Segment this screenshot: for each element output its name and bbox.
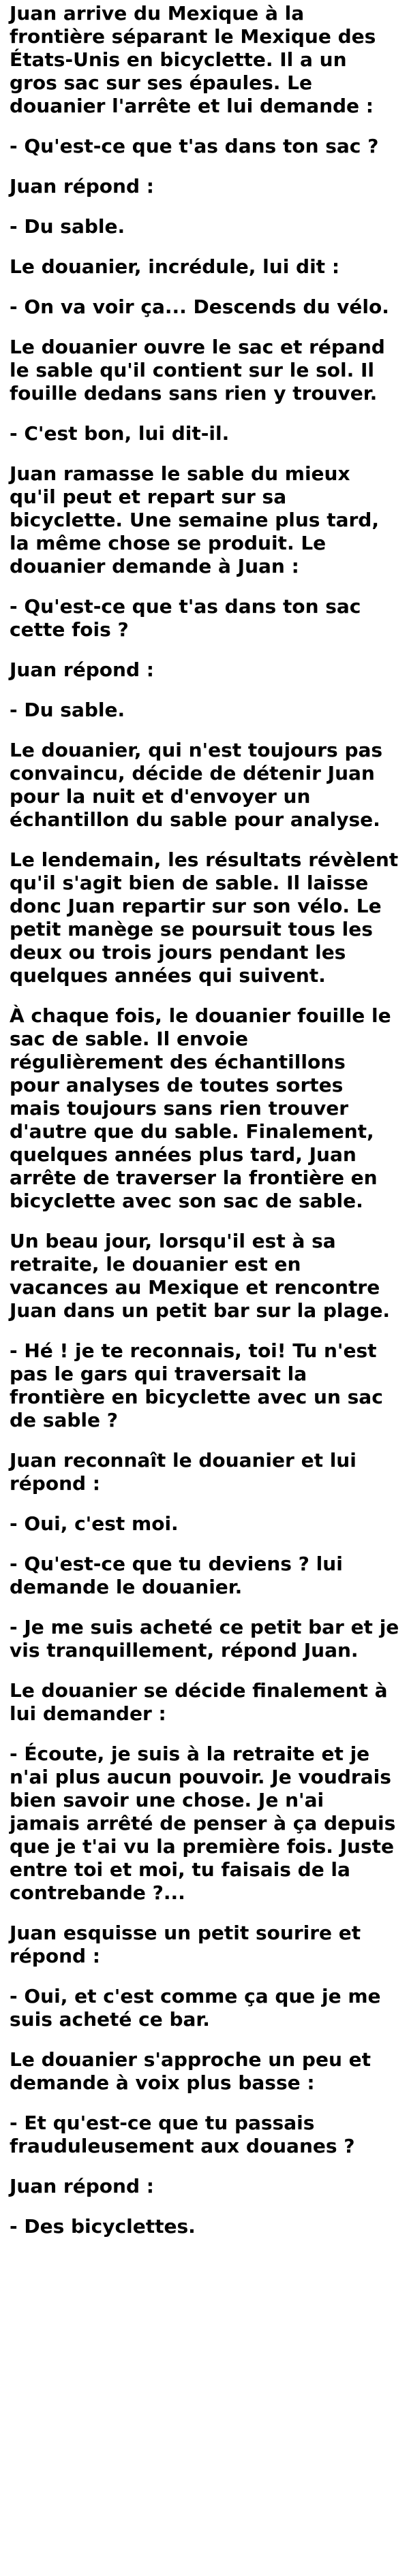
paragraph-results: Le lendemain, les résultats révèlent qu'il s'agit bien de sable. Il laisse donc Juan repartir sur son vélo. Le petit manège se poursuit tous les deux ou trois jours pendant les quelques années qui suivent. bbox=[10, 848, 399, 987]
paragraph-yes-its-me: - Oui, c'est moi. bbox=[10, 1512, 179, 1535]
paragraph-smile: Juan esquisse un petit sourire et répond : bbox=[10, 1922, 361, 1967]
paragraph-yes-smuggling: - Oui, et c'est comme ça que je me suis acheté ce bar. bbox=[10, 1985, 381, 2031]
paragraph-question-2: - Qu'est-ce que t'as dans ton sac cette fois ? bbox=[10, 595, 361, 641]
paragraph-bought-bar: - Je me suis acheté ce petit bar et je vis tranquillement, répond Juan. bbox=[10, 1616, 399, 1661]
paragraph-finally-asks: Le douanier se décide finalement à lui demander : bbox=[10, 1679, 388, 1725]
paragraph-years-pass: À chaque fois, le douanier fouille le sac de sable. Il envoie régulièrement des échantillons pour analyses de toutes sortes mais toujours sans rien trouver d'autre que du sable. Finalement, quelques années plus tard, Juan arrête de traverser la frontière en bicyclette avec son sac de sable. bbox=[10, 1004, 391, 1212]
paragraph-all-good: - C'est bon, lui dit-il. bbox=[10, 422, 230, 445]
paragraph-detain: Le douanier, qui n'est toujours pas convaincu, décide de détenir Juan pour la nuit et d'envoyer un échantillon du sable pour analyse. bbox=[10, 739, 383, 831]
paragraph-what-smuggled: - Et qu'est-ce que tu passais frauduleusement aux douanes ? bbox=[10, 2112, 355, 2157]
paragraph-juan-replies-1: Juan répond : bbox=[10, 175, 154, 197]
paragraph-intro: Juan arrive du Mexique à la frontière séparant le Mexique des États-Unis en bicyclette. Il a un gros sac sur ses épaules. Le douanier l'arrête et lui demande : bbox=[10, 2, 376, 117]
paragraph-question-1: - Qu'est-ce que t'as dans ton sac ? bbox=[10, 135, 379, 157]
paragraph-recognize: - Hé ! je te reconnais, toi! Tu n'est pas le gars qui traversait la frontière en bicyclette avec un sac de sable ? bbox=[10, 1339, 383, 1431]
paragraph-listen: - Écoute, je suis à la retraite et je n'ai plus aucun pouvoir. Je voudrais bien savoir une chose. Je n'ai jamais arrêté de penser à ça depuis que je t'ai vu la première fois. Juste entre toi et moi, tu faisais de la contrebande ?... bbox=[10, 1743, 396, 1904]
paragraph-incredulous: Le douanier, incrédule, lui dit : bbox=[10, 255, 340, 278]
paragraph-what-now: - Qu'est-ce que tu deviens ? lui demande le douanier. bbox=[10, 1553, 343, 1598]
paragraph-lean-closer: Le douanier s'approche un peu et demande à voix plus basse : bbox=[10, 2048, 372, 2094]
paragraph-juan-recognizes: Juan reconnaît le douanier et lui répond : bbox=[10, 1449, 357, 1495]
paragraph-juan-replies-2: Juan répond : bbox=[10, 658, 154, 681]
paragraph-search-bag: Le douanier ouvre le sac et répand le sable qu'il contient sur le sol. Il fouille dedans sans rien y trouver. bbox=[10, 336, 385, 404]
paragraph-answer-sand-2: - Du sable. bbox=[10, 699, 125, 721]
paragraph-get-off-bike: - On va voir ça... Descends du vélo. bbox=[10, 296, 389, 318]
paragraph-week-later: Juan ramasse le sable du mieux qu'il peut et repart sur sa bicyclette. Une semaine plus tard, la même chose se produit. Le douanier demande à Juan : bbox=[10, 462, 379, 577]
paragraph-retirement: Un beau jour, lorsqu'il est à sa retraite, le douanier est en vacances au Mexique et rencontre Juan dans un petit bar sur la plage. bbox=[10, 1230, 391, 1322]
paragraph-punchline: - Des bicyclettes. bbox=[10, 2215, 196, 2238]
paragraph-juan-replies-3: Juan répond : bbox=[10, 2175, 154, 2197]
paragraph-answer-sand-1: - Du sable. bbox=[10, 215, 125, 238]
